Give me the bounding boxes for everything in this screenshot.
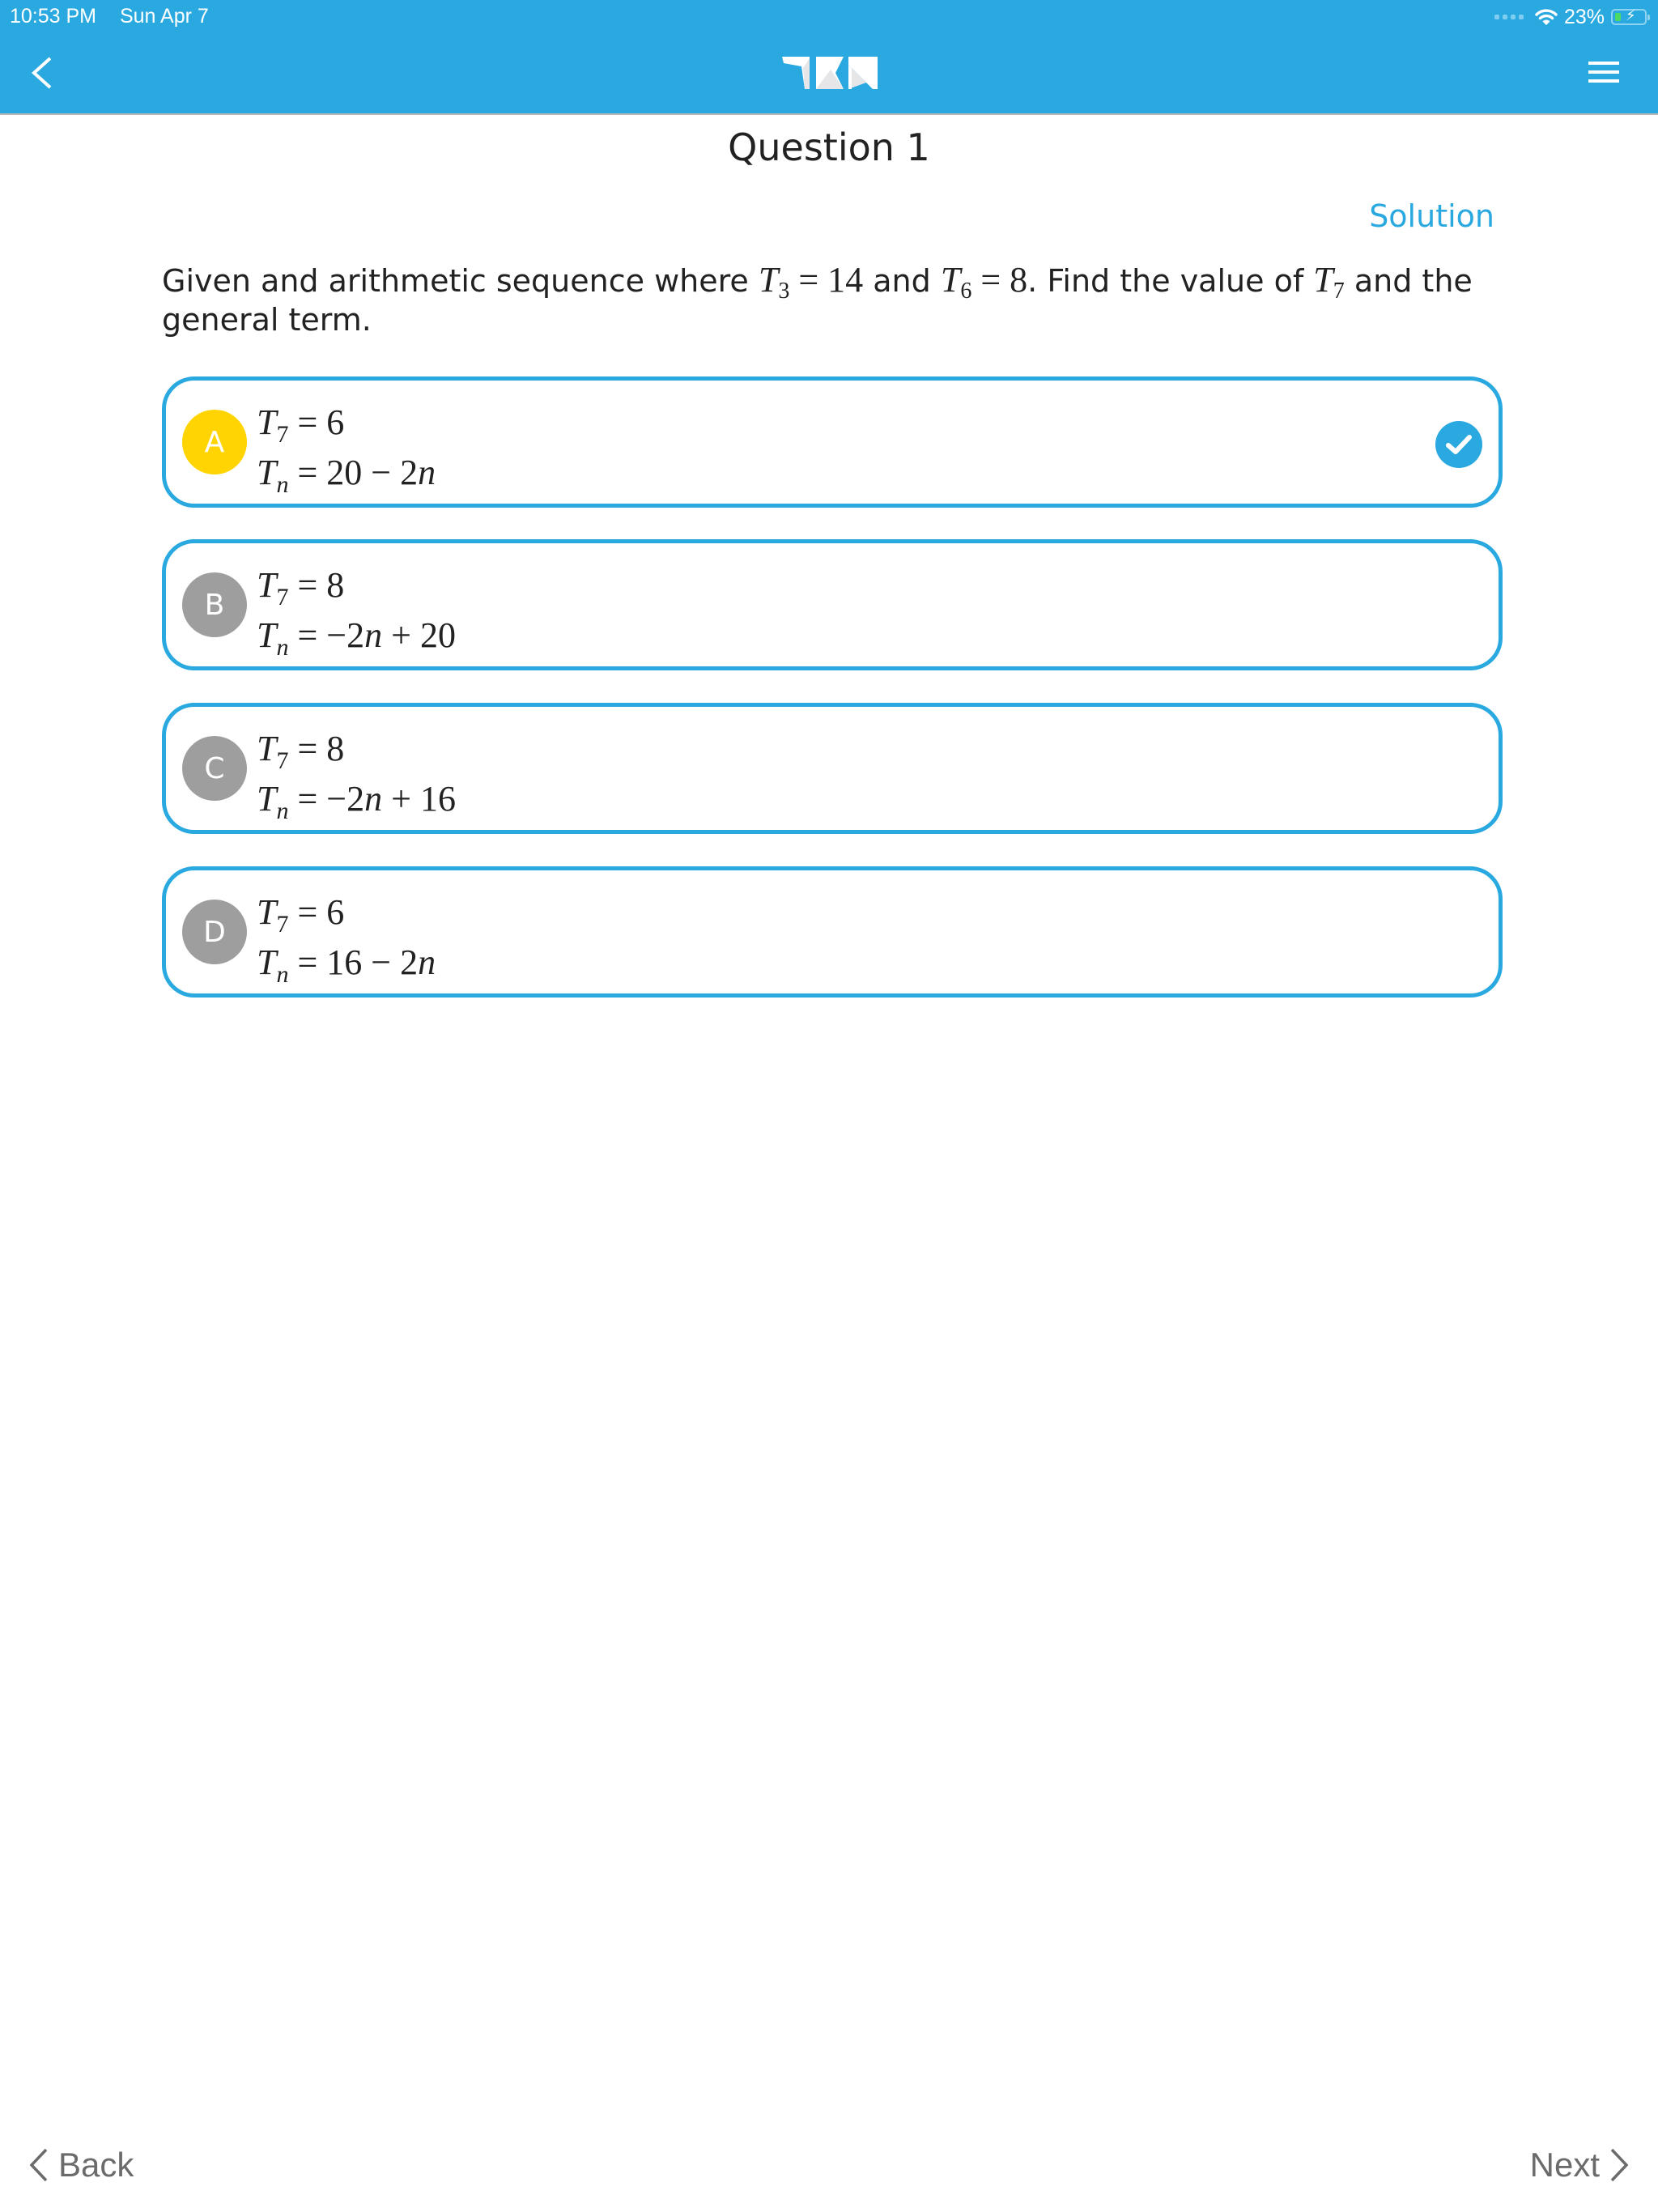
- answer-option-a[interactable]: [162, 376, 1503, 508]
- battery-icon: [1611, 9, 1647, 25]
- app-header: [0, 0, 1658, 115]
- option-answer: $T_7 = 8$ $T_n = -2n + 20$: [257, 565, 456, 661]
- chevron-left-icon: [29, 2148, 49, 2182]
- status-date: Sun Apr 7: [119, 5, 209, 28]
- status-time: 10:53 PM: [10, 5, 97, 28]
- back-label: Back: [58, 2146, 134, 2184]
- ten-logo: [782, 57, 878, 89]
- status-bar-left: [10, 5, 227, 28]
- back-chevron-icon[interactable]: [28, 55, 60, 91]
- status-bar-right: [1494, 5, 1647, 29]
- math-t6: $T_6 = 8$: [940, 260, 1028, 304]
- next-button[interactable]: [1530, 2146, 1629, 2184]
- chevron-right-icon: [1609, 2148, 1629, 2182]
- page-title: Question 1: [728, 125, 930, 169]
- back-button[interactable]: [29, 2146, 134, 2184]
- option-answer: $T_7 = 6$ $T_n = 16 - 2n$: [257, 892, 436, 988]
- bolt-icon: ⚡: [1626, 7, 1636, 23]
- option-letter-badge: A: [182, 410, 247, 474]
- next-label: Next: [1529, 2146, 1600, 2184]
- option-answer: $T_7 = 8$ $T_n = -2n + 16$: [257, 729, 456, 824]
- wifi-icon: [1535, 8, 1558, 26]
- math-t3: $T_3 = 14$: [758, 260, 864, 304]
- option-letter-badge: B: [182, 572, 247, 637]
- question-text: Given and arithmetic sequence where $T_3 = 14$ and $T_6 = 8$. Find the value of $T_7$ and the general term.: [162, 260, 1473, 338]
- selected-check-icon: [1435, 421, 1482, 468]
- hamburger-menu-icon[interactable]: [1588, 62, 1619, 83]
- answer-option-c[interactable]: [162, 703, 1503, 834]
- solution-link[interactable]: Solution: [1369, 198, 1494, 234]
- option-letter-badge: C: [182, 736, 247, 801]
- answer-option-d[interactable]: [162, 866, 1503, 998]
- answer-option-b[interactable]: [162, 539, 1503, 670]
- battery-percent: 23%: [1563, 5, 1605, 28]
- option-letter-badge: D: [182, 900, 247, 964]
- option-answer: $T_7 = 6$ $T_n = 20 - 2n$: [257, 402, 436, 498]
- signal-dots-icon: [1494, 15, 1524, 19]
- math-t7: $T_7$: [1313, 260, 1345, 304]
